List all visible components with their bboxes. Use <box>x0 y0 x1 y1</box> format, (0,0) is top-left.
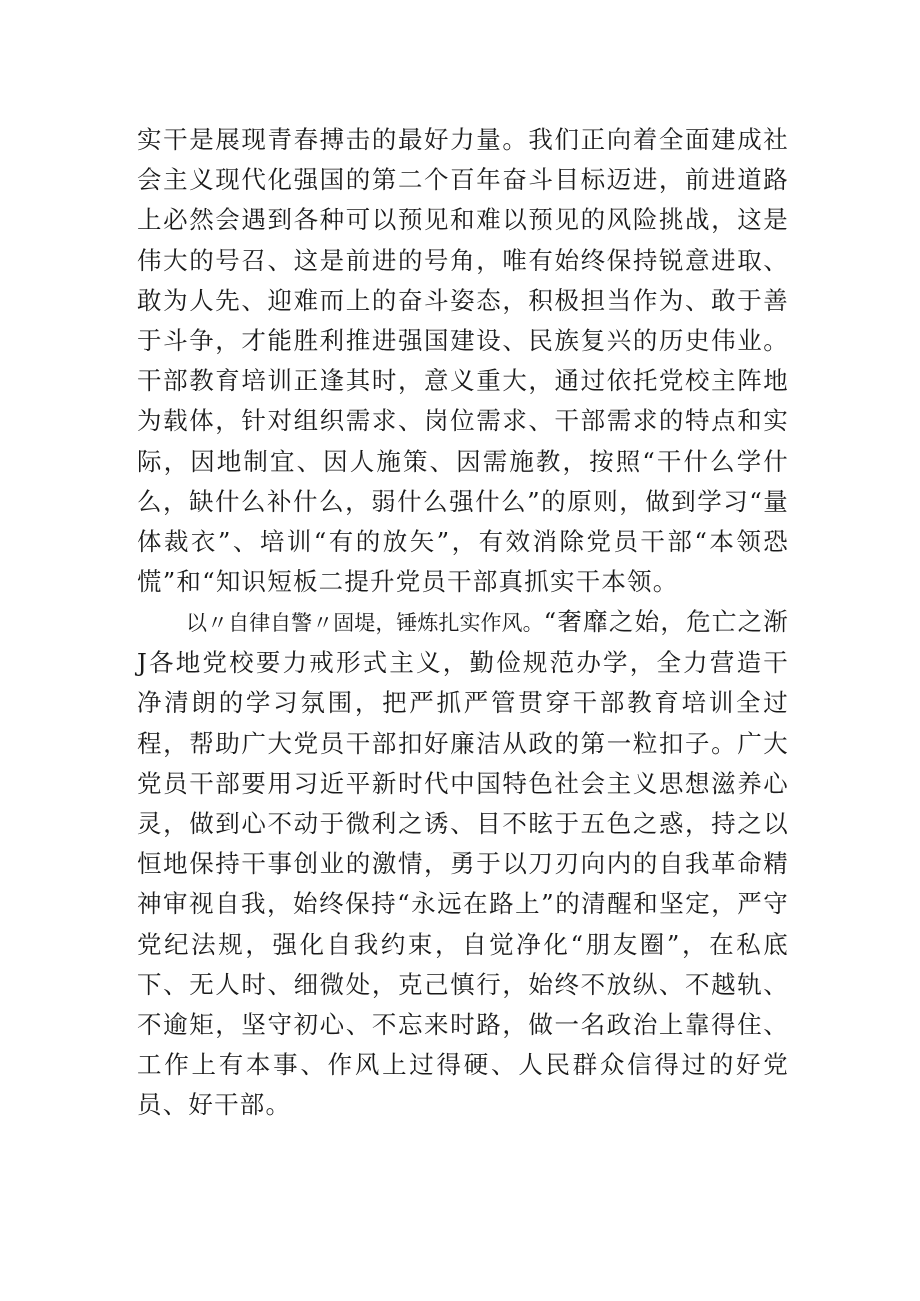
paragraph-body-text: “奢靡之始，危亡之渐J各地党校要力戒形式主义，勤俭规范办学，全力营造干净清朗的学习氛围，把严抓严管贯穿干部教育培训全过程，帮助广大党员干部扣好廉洁从政的第一粒扣子。广大党员干部要用习近平新时代中国特色社会主义思想滋养心灵，做到心不动于微利之诱、目不眩于五色之惑，持之以恒地保持干事创业的激情，勇于以刀刃向内的自我革命精神审视自我，始终保持“永远在路上”的清醒和坚定，严守党纪法规，强化自我约束，自觉净化“朋友圈”，在私底下、无人时、细微处，克己慎行，始终不放纵、不越轨、不逾矩，坚守初心、不忘来时路，做一名政治上靠得住、工作上有本事、作风上过得硬、人民群众信得过的好党员、好干部。 <box>137 607 790 1120</box>
body-paragraph-1: 实干是展现青春搏击的最好力量。我们正向着全面建成社会主义现代化强国的第二个百年奋斗目标迈进，前进道路上必然会遇到各种可以预见和难以预见的风险挑战，这是伟大的号召、这是前进的号角，唯有始终保持锐意进取、敢为人先、迎难而上的奋斗姿态，积极担当作为、敢于善于斗争，才能胜利推进强国建设、民族复兴的历史伟业。干部教育培训正逢其时，意义重大，通过依托党校主阵地为载体，针对组织需求、岗位需求、干部需求的特点和实际，因地制宜、因人施策、因需施教，按照“干什么学什么，缺什么补什么，弱什么强什么”的原则，做到学习“量体裁衣”、培训“有的放矢”，有效消除党员干部“本领恐慌”和“知识短板二提升党员干部真抓实干本领。 <box>137 125 789 597</box>
body-paragraph-2 <box>137 602 789 1126</box>
paragraph-lead-heading: 以〃自律自警〃固堤，锤炼扎实作风。 <box>186 611 544 635</box>
